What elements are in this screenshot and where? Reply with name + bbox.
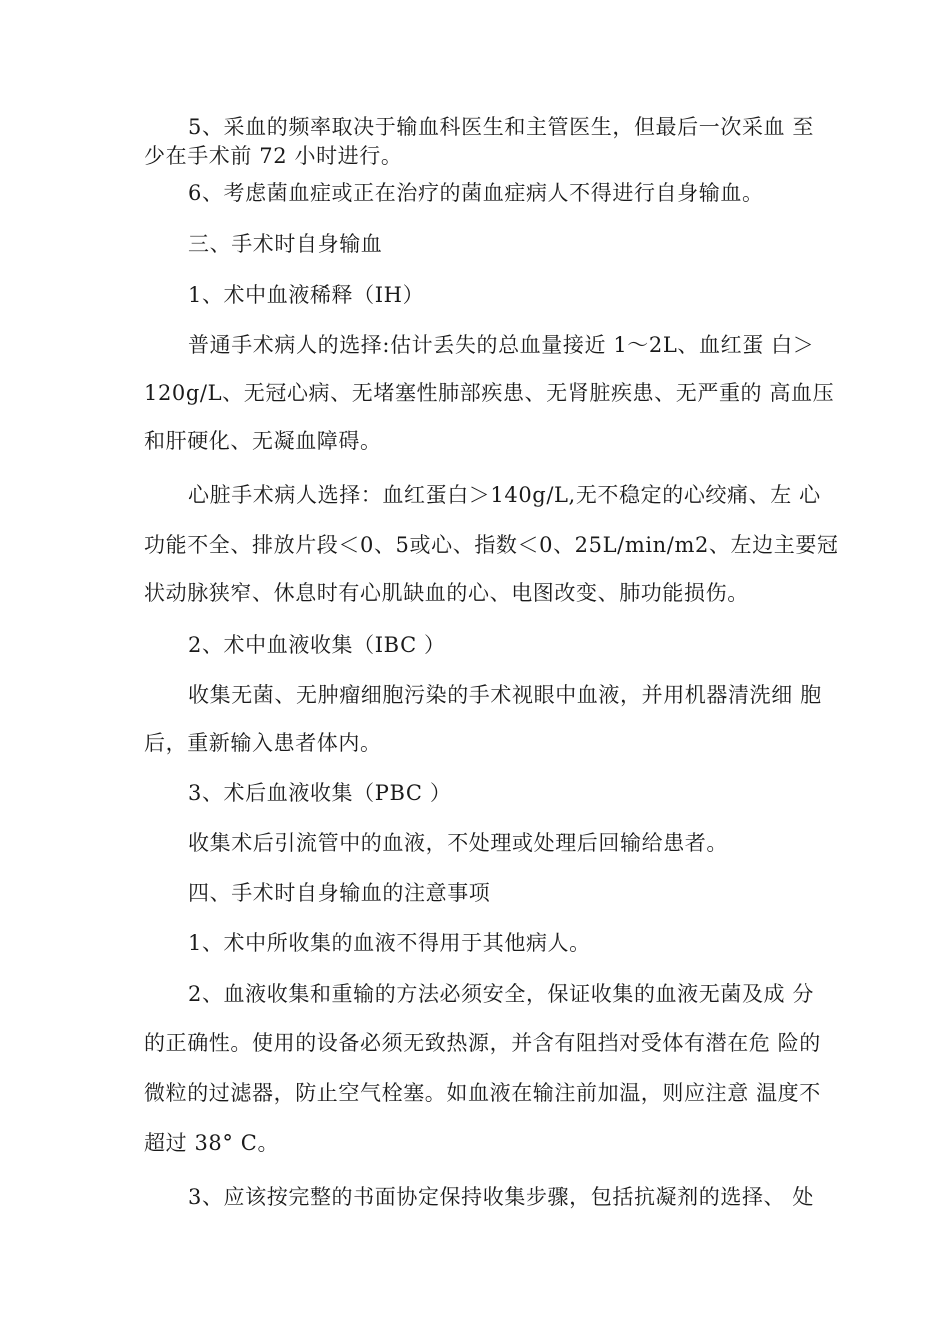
subsection-heading: 2、术中血液收集（IBC ） [188,633,446,657]
paragraph-line: 120g/L、无冠心病、无堵塞性肺部疾患、无肾脏疾患、无严重的 高血压 [144,381,835,405]
paragraph-line: 3、应该按完整的书面协定保持收集步骤，包括抗凝剂的选择、 处 [188,1185,815,1209]
paragraph-line: 状动脉狭窄、休息时有心肌缺血的心、电图改变、肺功能损伤。 [144,581,749,605]
paragraph-line: 收集无菌、无肿瘤细胞污染的手术视眼中血液，并用机器清洗细 胞 [188,683,822,707]
paragraph-line: 和肝硬化、无凝血障碍。 [144,429,382,453]
paragraph-line: 收集术后引流管中的血液，不处理或处理后回输给患者。 [188,831,728,855]
paragraph-line: 普通手术病人的选择:估计丢失的总血量接近 1〜2L、血红蛋 白＞ [188,333,815,357]
paragraph-line: 超过 38° C。 [144,1131,280,1155]
paragraph-line: 心脏手术病人选择：血红蛋白＞140g/L,无不稳定的心绞痛、左 心 [188,483,821,507]
subsection-heading: 3、术后血液收集（PBC ） [188,781,452,805]
paragraph-line: 的正确性。使用的设备必须无致热源，并含有阻挡对受体有潜在危 险的 [144,1031,821,1055]
paragraph-line: 1、术中所收集的血液不得用于其他病人。 [188,931,591,955]
paragraph-line: 6、考虑菌血症或正在治疗的菌血症病人不得进行自身输血。 [188,181,764,205]
paragraph-line: 功能不全、排放片段＜0、5或心、指数＜0、25L/min/m2、左边主要冠 [144,533,839,557]
subsection-heading: 1、术中血液稀释（IH） [188,283,425,307]
section-heading: 三、手术时自身输血 [188,232,383,256]
paragraph-line: 5、采血的频率取决于输血科医生和主管医生，但最后一次采血 至 [188,115,815,139]
section-heading: 四、手术时自身输血的注意事项 [188,881,491,905]
paragraph-line: 少在手术前 72 小时进行。 [144,144,403,168]
paragraph-line: 后，重新输入患者体内。 [144,731,382,755]
paragraph-line: 2、血液收集和重输的方法必须安全，保证收集的血液无菌及成 分 [188,982,815,1006]
paragraph-line: 微粒的过滤器，防止空气栓塞。如血液在输注前加温，则应注意 温度不 [144,1081,821,1105]
